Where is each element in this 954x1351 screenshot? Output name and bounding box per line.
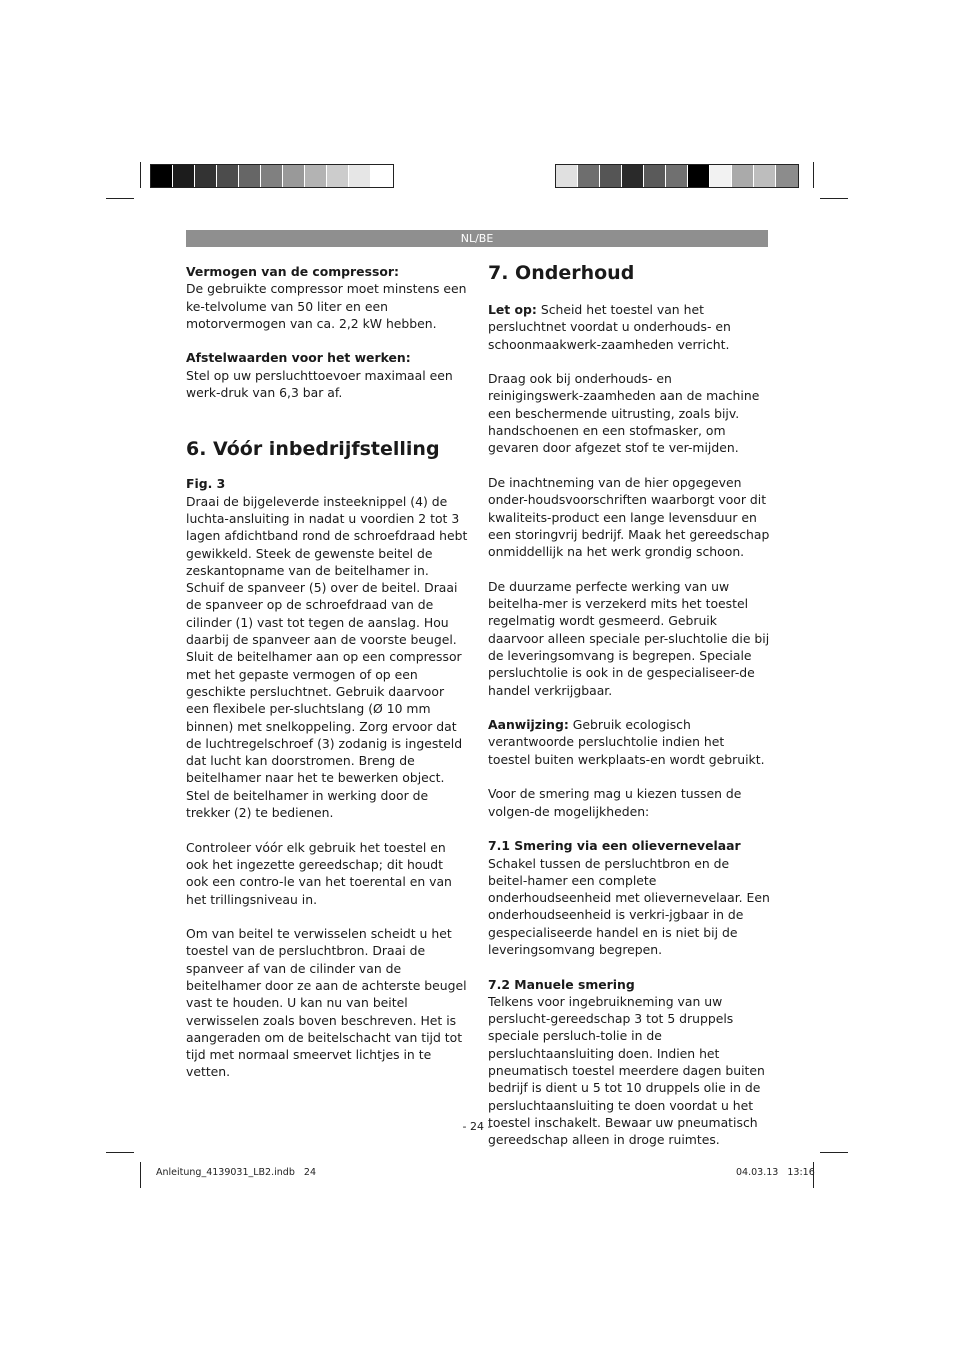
- color-swatch: [195, 165, 217, 187]
- color-swatch: [217, 165, 239, 187]
- note-label: Let op:: [488, 302, 537, 317]
- hint-text: Gebruik ecologisch verantwoorde persluchtolie indien het toestel buiten werkplaats-en wordt gebruikt.: [488, 717, 765, 767]
- compressor-text: De gebruikte compressor moet minstens een ke-telvolume van 50 liter en een motorvermogen van ca. 2,2 kW hebben.: [186, 281, 467, 331]
- subsection-7-2-text: Telkens voor ingebruikneming van uw perslucht-gereedschap 3 tot 5 druppels speciale persluch-tolie in de persluchtaansluiting doen. Indien het pneumatisch toestel meerdere dagen buiten bedrijf is dient u 5 tot 10 druppels olie in de persluchtaansluiting te doen voordat u het toestel inschakelt. Bewaar uw pneumatisch gereedschap alleen in droge ruimtes.: [488, 993, 765, 1148]
- color-bar-right: [555, 164, 799, 188]
- subsection-7-1-title: 7.1 Smering via een olievernevelaar: [488, 838, 741, 854]
- subsection-7-2-title: 7.2 Manuele smering: [488, 976, 635, 992]
- note-text: Scheid het toestel van het persluchtnet voordat u onderhouds- en schoonmaakwerk-zaamheden verricht.: [488, 302, 731, 352]
- crop-mark: [106, 1152, 134, 1153]
- color-swatch: [644, 165, 666, 187]
- color-swatch: [283, 165, 305, 187]
- color-swatch: [600, 165, 622, 187]
- left-column: [186, 263, 468, 1081]
- color-swatch: [754, 165, 776, 187]
- note-paragraph: [488, 301, 770, 353]
- language-header: NL/BE: [186, 230, 768, 247]
- color-swatch: [776, 165, 798, 187]
- crop-mark: [820, 1152, 848, 1153]
- section-7-paragraph: Draag ook bij onderhouds- en reinigingswerk-zaamheden aan de machine een beschermende uitrusting, zoals bijv. handschoenen en een stofmasker, om gevaren door afgezet stof te ver-mijden.: [488, 371, 760, 456]
- color-swatch: [349, 165, 371, 187]
- color-swatch: [173, 165, 195, 187]
- color-swatch: [666, 165, 688, 187]
- color-swatch: [239, 165, 261, 187]
- section-6-paragraph: Om van beitel te verwisselen scheidt u het toestel van de persluchtbron. Draai de spanveer af van de cilinder van de beitelhamer door ze aan de achterste beugel vast te houden. U kan nu van beitel verwisselen zoals boven beschreven. Het is aangeraden om de beitelschacht van tijd tot tijd met normaal smeervet lichtjes in te vetten.: [186, 926, 467, 1080]
- footer-timestamp: 04.03.13 13:16: [736, 1167, 815, 1178]
- crop-mark: [140, 1162, 141, 1188]
- section-7-title: 7. Onderhoud: [488, 262, 635, 284]
- footer-file: Anleitung_4139031_LB2.indb 24: [156, 1167, 316, 1178]
- section-7-paragraph: Voor de smering mag u kiezen tussen de volgen-de mogelijkheden:: [488, 786, 742, 819]
- section-6-paragraph: Draai de bijgeleverde insteeknippel (4) de luchta-ansluiting in nadat u voordien 2 tot 3 lagen afdichtband rond de schroefdraad hebt gewikkeld. Steek de gewenste beitel de zeskantopname van de beitelhamer in. Schuif de spanveer (5) over de beitel. Draai de spanveer op de schroefdraad van de cilinder (1) vast tot tegen de aanslag. Hou daarbij de spanveer aan de voorste beugel. Sluit de beitelhamer aan op een compressor met het gepaste vermogen of op een geschikte persluchtnet. Gebruik daarvoor een flexibele per-sluchtslang (Ø 10 mm binnen) met snelkoppeling. Zorg ervoor dat de luchtregelschroef (3) zodanig is ingesteld dat lucht kan doorstromen. Breng de beitelhamer naar het te bewerken object. Stel de beitelhamer in werking door de trekker (2) te bedienen.: [186, 493, 468, 821]
- fig-label: Fig. 3: [186, 476, 226, 492]
- color-swatch: [556, 165, 578, 187]
- color-swatch: [371, 165, 393, 187]
- crop-mark: [140, 162, 141, 188]
- right-column: [488, 261, 770, 1149]
- section-7-paragraph: De duurzame perfecte werking van uw beitelha-mer is verzekerd mits het toestel regelmatig wordt gesmeerd. Gebruik daarvoor alleen speciale per-sluchtolie die bij de leveringsomvang is begrepen. Speciale persluchtolie is ook in de gespecialiseer-de handel verkrijgbaar.: [488, 578, 770, 698]
- page-number: - 24 -: [462, 1120, 492, 1133]
- color-swatch: [732, 165, 754, 187]
- color-swatch: [578, 165, 600, 187]
- settings-heading: Afstelwaarden voor het werken:: [186, 350, 411, 366]
- compressor-heading: Vermogen van de compressor:: [186, 264, 399, 279]
- color-swatch: [327, 165, 349, 187]
- hint-label: Aanwijzing:: [488, 717, 569, 733]
- crop-mark: [813, 162, 814, 188]
- color-swatch: [261, 165, 283, 187]
- crop-mark: [106, 198, 134, 199]
- hint-paragraph: [488, 716, 770, 768]
- color-swatch: [710, 165, 732, 187]
- section-6-paragraph: Controleer vóór elk gebruik het toestel en ook het ingezette gereedschap; dit houdt ook een contro-le van het toerental en van het trillingsniveau in.: [186, 839, 452, 907]
- subsection-7-1-text: Schakel tussen de persluchtbron en de beitel-hamer een complete onderhoudseenheid met olievernevelaar. Een onderhoudseenheid is verkri-jgbaar in de gespecialiseerde handel en is niet bij de leveringsomvang begrepen.: [488, 855, 770, 957]
- color-swatch: [622, 165, 644, 187]
- color-swatch: [151, 165, 173, 187]
- section-6-title: 6. Vóór inbedrijfstelling: [186, 438, 440, 461]
- section-7-paragraph: De inachtneming van de hier opgegeven onder-houdsvoorschriften waarborgt voor dit kwaliteits-product een lange levensduur en een storingvrij bedrijf. Maak het gereedschap onmiddellijk na het werk grondig schoon.: [488, 474, 770, 560]
- color-swatch: [688, 165, 710, 187]
- color-bar-left: [150, 164, 394, 188]
- crop-mark: [820, 198, 848, 199]
- color-swatch: [305, 165, 327, 187]
- settings-text: Stel op uw persluchttoevoer maximaal een werk-druk van 6,3 bar af.: [186, 367, 453, 401]
